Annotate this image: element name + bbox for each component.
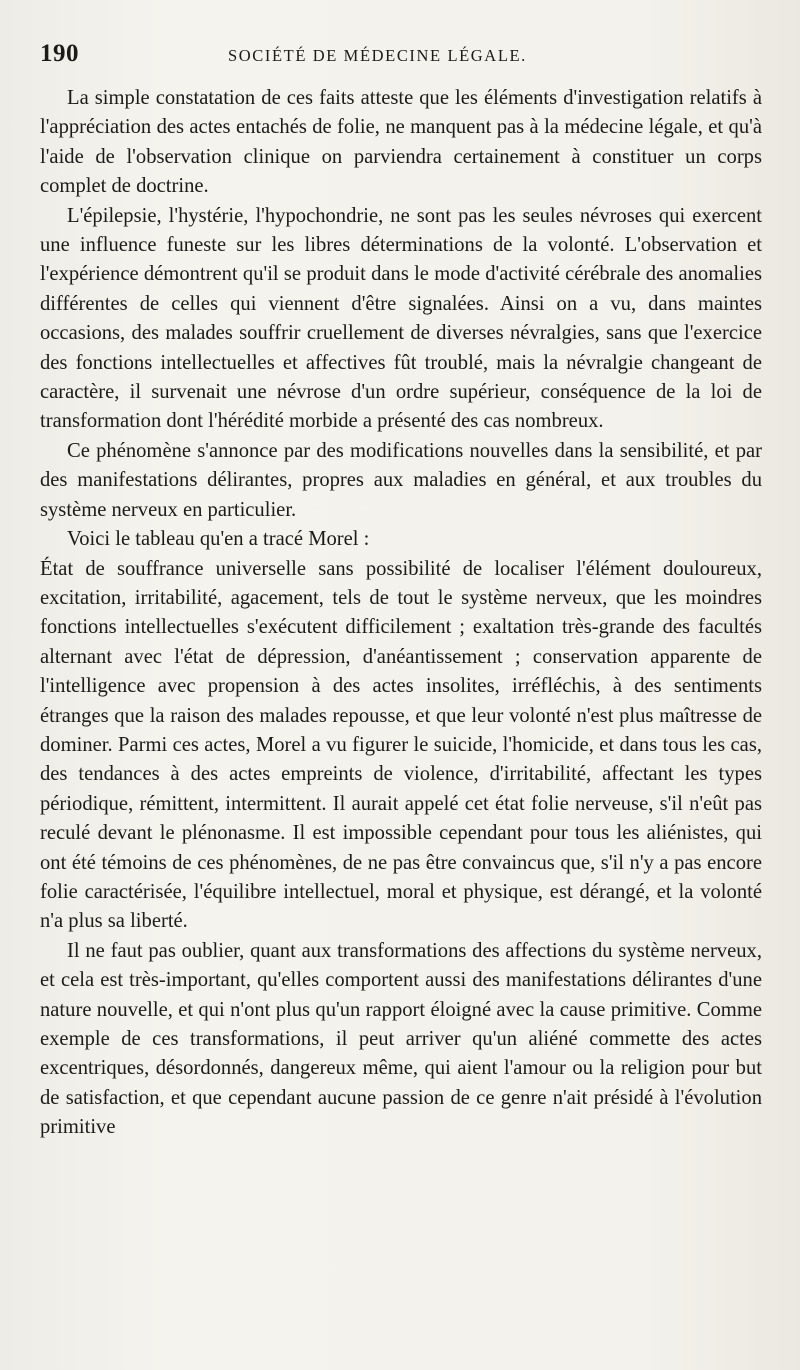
paragraph-4: Voici le tableau qu'en a tracé Morel : xyxy=(67,528,370,551)
paragraph-2: L'épilepsie, l'hystérie, l'hypochondrie, ne sont pas les seules névroses qui exercent une influence funeste sur les libres déterminations de la volonté. L'observation et l'expérience démontrent qu'il se produit dans le mode d'activité cérébrale des anomalies différentes de celles qui viennent d'être signalées. Ainsi on a vu, dans maintes occasions, des malades souffrir cruellement de diverses névralgies, sans que l'exercice des fonctions intellectuelles et affectives fût troublé, mais la névralgie changeant de caractère, il survenait une névrose d'un ordre supérieur, conséquence de la loi de transformation dont l'hérédité morbide a présenté des cas nombreux. xyxy=(40,204,762,433)
running-head: SOCIÉTÉ DE MÉDECINE LÉGALE. xyxy=(228,46,527,65)
paragraph-6: Il ne faut pas oublier, quant aux transformations des affections du système nerveux, et cela est très-important, qu'elles comportent aussi des manifestations délirantes d'une nature nouvelle, et qui n'ont plus qu'un rapport éloigné avec la cause primitive. Comme exemple de ces transformations, il peut arriver qu'un aliéné commette des actes excentriques, désordonnés, dangereux même, qui aient l'amour ou la religion pour but de satisfaction, et que cependant aucune passion de ce genre n'ait présidé à l'évolution primitive xyxy=(40,939,762,1139)
page-header xyxy=(40,38,760,74)
paragraph-1: La simple constatation de ces faits atteste que les éléments d'investigation relatifs à l'appréciation des actes entachés de folie, ne manquent pas à la médecine légale, et qu'à l'aide de l'observation clinique on parviendra certainement à constituer un corps complet de doctrine. xyxy=(40,87,762,198)
page-number: 190 xyxy=(40,40,79,67)
paragraph-5: État de souffrance universelle sans possibilité de localiser l'élément douloureux, excitation, irritabilité, agacement, tels de tout le système nerveux, que les moindres fonctions intellectuelles s'exécutent difficilement ; exaltation très-grande des facultés alternant avec l'état de dépression, d'anéantissement ; conservation apparente de l'intelligence avec propension à des actes insolites, irréfléchis, à des sentiments étranges que la raison des malades repousse, et que leur volonté n'est plus maîtresse de dominer. Parmi ces actes, Morel a vu figurer le suicide, l'homicide, et dans tous les cas, des tendances à des actes empreints de violence, d'irritabilité, affectant les types périodique, rémittent, intermittent. Il aurait appelé cet état folie nerveuse, s'il n'eût pas reculé devant le plénonasme. Il est impossible cependant pour tous les aliénistes, qui ont été témoins de ces phénomènes, de ne pas être convaincus que, s'il n'y a pas encore folie caractérisée, l'équilibre intellectuel, moral et physique, est dérangé, et la volonté n'a plus sa liberté. xyxy=(40,557,762,933)
paragraph-3: Ce phénomène s'annonce par des modifications nouvelles dans la sensibilité, et par des manifestations délirantes, propres aux maladies en général, et aux troubles du système nerveux en particulier. xyxy=(40,439,762,521)
body-text xyxy=(40,84,762,1143)
